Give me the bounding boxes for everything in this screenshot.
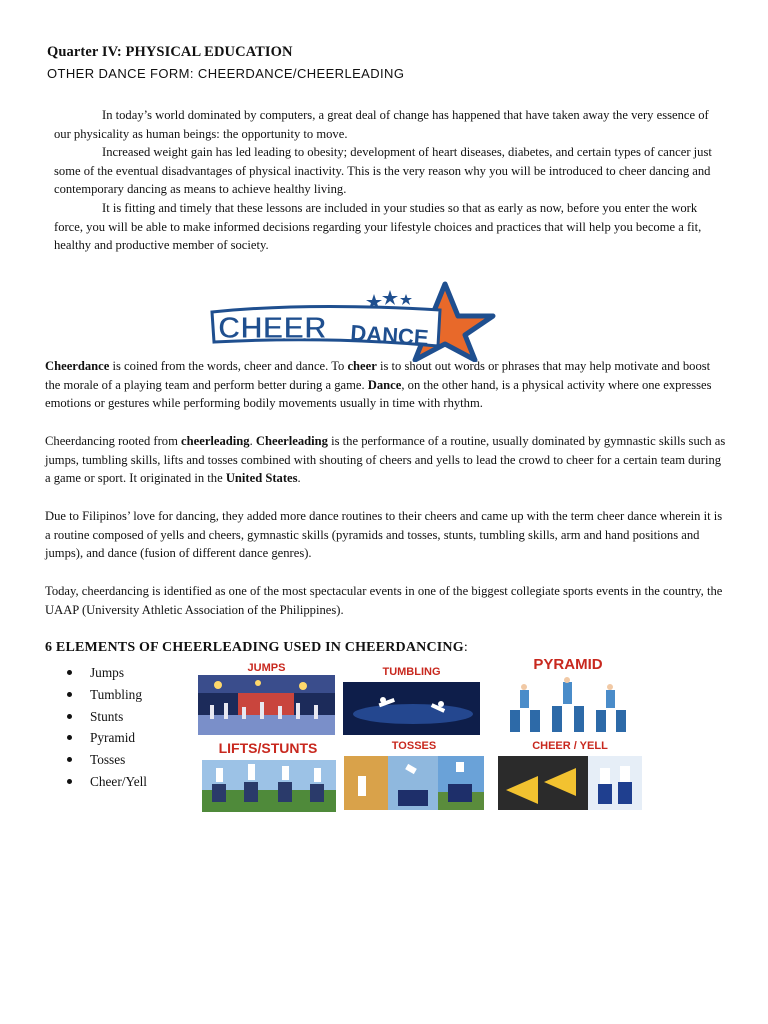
term-cheer: cheer — [347, 359, 377, 373]
elements-heading-text: 6 ELEMENTS OF CHEERLEADING USED IN CHEERDANCING — [45, 640, 464, 655]
term-dance: Dance — [367, 377, 402, 392]
quarter-title: Quarter IV: PHYSICAL EDUCATION — [47, 44, 293, 60]
tosses-label: TOSSES — [391, 740, 437, 752]
tumbling-label: TUMBLING — [382, 666, 441, 678]
list-item: Pyramid — [65, 727, 147, 749]
definition-paragraph — [45, 357, 727, 413]
tumbling-image — [343, 664, 480, 735]
cheer-yell-image — [498, 740, 642, 810]
elements-heading-colon: : — [463, 640, 468, 655]
pyramid-image — [500, 656, 636, 736]
list-item: Stunts — [65, 706, 147, 728]
list-item: Jumps — [65, 662, 147, 684]
origin-text-3: is the performance of a routine, usually dominated by gymnastic skills such as jumps, tumbling skills, lifts and tosses combined with shouting of cheers and yells to lead the crowd to cheer for a certain team during a game or sport. It originated in the — [45, 434, 726, 486]
lesson-subtitle: OTHER DANCE FORM: CHEERDANCE/CHEERLEADING — [47, 66, 405, 81]
intro-section — [54, 106, 726, 255]
tosses-image — [344, 740, 484, 810]
filipino-text: Due to Filipinos’ love for dancing, they added more dance routines to their cheers and came up with the term cheer dance wherein it is a routine composed of yells and cheers, gymnastic skills (pyramids and tosses, stunts, tumbling skills, arm and hand positions and jumps), and dance (fusion of different dance genres). — [45, 509, 723, 561]
definition-text-2: is to shout out words or phrases that may help motivate and boost the morale of a playing team and perform better during a game. — [45, 359, 711, 392]
list-item: Tumbling — [65, 684, 147, 706]
logo-word-cheer: CHEER — [218, 310, 327, 345]
list-item: Cheer/Yell — [65, 771, 147, 793]
jumps-label: JUMPS — [247, 662, 286, 674]
definition-text-3: , on the other hand, is a physical activity where one expresses emotions or gestures while performing bodily movements usually in time with rhythm. — [45, 377, 712, 411]
today-paragraph — [45, 582, 727, 619]
jumps-image — [198, 662, 335, 735]
intro-paragraph-1: In today’s world dominated by computers, a great deal of change has happened that have taken away the very essence of our physicality as human beings: the opportunity to move. — [54, 108, 709, 141]
list-item: Tosses — [65, 749, 147, 771]
intro-paragraph-2: Increased weight gain has led leading to obesity; development of heart diseases, diabetes, and certain types of cancer just some of the eventual disadvantages of physical inactivity. This is the very reason why you will be introduced to cheer dancing and contemporary dancing as means to achieve healthy living. — [54, 145, 712, 197]
origin-text-2: . — [249, 434, 256, 448]
origin-text-1: Cheerdancing rooted from — [45, 434, 182, 448]
elements-list — [65, 662, 147, 793]
origin-paragraph — [45, 432, 727, 488]
cheerdance-logo — [208, 280, 498, 362]
lifts-stunts-image — [198, 740, 338, 812]
intro-paragraph-3: It is fitting and timely that these lessons are included in your studies so that as early as now, before you enter the work force, you will be able to make informed decisions regarding your lifestyle choices and practices that will help you become a fit, healthy and productive member of society. — [54, 200, 702, 253]
filipino-paragraph — [45, 507, 727, 563]
logo-word-dance: DANCE — [349, 320, 430, 351]
pyramid-label: PYRAMID — [533, 656, 603, 673]
term-united-states: United States — [225, 471, 298, 486]
today-text: Today, cheerdancing is identified as one of the most spectacular events in one of the biggest collegiate sports events in the country, the UAAP (University Athletic Association of the Philippines). — [45, 584, 723, 617]
elements-heading — [45, 640, 468, 656]
term-cheerdance: Cheerdance — [45, 359, 110, 373]
origin-text-4: . — [297, 471, 301, 486]
definition-text-1: is coined from the words, cheer and dance. To — [109, 359, 348, 373]
cheer-yell-label: CHEER / YELL — [532, 740, 608, 752]
term-cheerleading: cheerleading — [181, 434, 250, 448]
lifts-label: LIFTS/STUNTS — [218, 740, 318, 756]
term-cheerleading-2: Cheerleading — [255, 434, 328, 448]
